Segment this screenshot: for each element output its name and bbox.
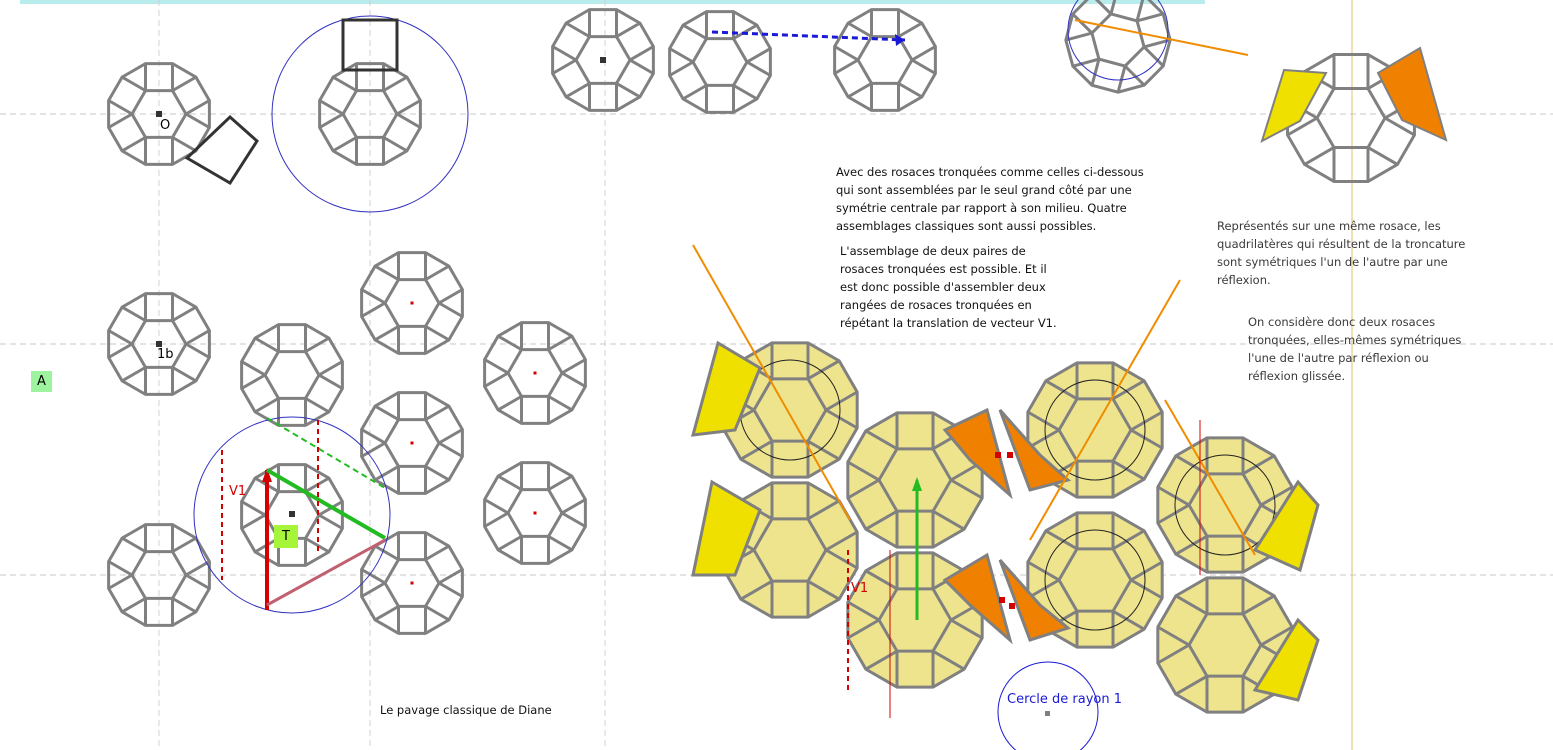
rosette-edge bbox=[498, 476, 521, 490]
rosette-edge bbox=[109, 562, 132, 576]
rosette-edge bbox=[242, 515, 265, 529]
rosette-edge bbox=[109, 344, 132, 358]
red-center-dot bbox=[534, 512, 537, 515]
rosette-edge bbox=[1137, 14, 1163, 21]
orange-quad bbox=[1378, 48, 1446, 140]
rosette-tile bbox=[835, 10, 936, 111]
rosette-edge bbox=[549, 536, 572, 550]
rosette-edge bbox=[553, 47, 576, 61]
rosette-edge bbox=[485, 513, 508, 527]
rosette-edge bbox=[375, 266, 398, 280]
red-center-dot bbox=[411, 442, 414, 445]
rosette-edge bbox=[549, 476, 572, 490]
rosette-layer bbox=[109, 0, 1415, 712]
rosette-center bbox=[600, 57, 606, 63]
rosette-edge bbox=[848, 23, 871, 37]
rosette-edge bbox=[122, 77, 145, 91]
rosette-edge bbox=[566, 83, 589, 97]
rosette-edge bbox=[255, 398, 278, 412]
red-marker bbox=[999, 597, 1005, 603]
rosette-edge bbox=[186, 575, 209, 589]
rosette-edge bbox=[426, 266, 449, 280]
rosette-edge bbox=[1092, 59, 1099, 85]
label-vector-v1-left: V1 bbox=[229, 484, 247, 499]
note-truncated-rosettes: Avec des rosaces tronquées comme celles ci-dessous qui sont assemblées par le seul grand côté par une symétrie centrale par rapport à son milieu. Quatre assemblages classiques sont aussi possibles. bbox=[836, 165, 1144, 233]
rosette-edge bbox=[242, 362, 265, 376]
rosette-edge bbox=[553, 60, 576, 74]
rosette-edge bbox=[617, 23, 640, 37]
rosette-edge bbox=[1066, 33, 1092, 40]
rosette-edge bbox=[320, 101, 343, 115]
rosette-edge bbox=[747, 62, 770, 76]
rosette-edge bbox=[562, 360, 585, 374]
rosette-edge bbox=[426, 406, 449, 420]
rosette-edge bbox=[562, 513, 585, 527]
rosette-edge bbox=[333, 77, 356, 91]
rosette-edge bbox=[173, 598, 196, 612]
rosette-edge bbox=[848, 83, 871, 97]
rosette-edge bbox=[384, 77, 407, 91]
rosette-edge bbox=[747, 49, 770, 63]
unit-circle-center bbox=[1045, 711, 1050, 716]
rosette-hexagon bbox=[858, 37, 912, 84]
rosette-edge bbox=[173, 77, 196, 91]
rosette-edge bbox=[670, 49, 693, 63]
rosette-hexagon bbox=[693, 39, 747, 86]
red-marker bbox=[1007, 452, 1013, 458]
rosette-edge bbox=[734, 85, 757, 99]
rosette-edge bbox=[306, 398, 329, 412]
rosette-edge bbox=[1118, 66, 1125, 92]
rosette-edge bbox=[319, 515, 342, 529]
rosette-edge bbox=[670, 62, 693, 76]
rosette-edge bbox=[630, 47, 653, 61]
rosette-edge bbox=[498, 336, 521, 350]
rosette-edge bbox=[683, 85, 706, 99]
rosette-edge bbox=[1368, 147, 1397, 164]
rosette-edge bbox=[362, 430, 385, 444]
rosette-edge bbox=[333, 137, 356, 151]
rosette-edge bbox=[439, 290, 462, 304]
rosette-edge bbox=[109, 331, 132, 345]
rosette-edge bbox=[173, 367, 196, 381]
rosette-edge bbox=[122, 307, 145, 321]
label-point-1b[interactable]: 1b bbox=[157, 347, 174, 362]
rosette-edge bbox=[498, 536, 521, 550]
rosette-edge bbox=[320, 114, 343, 128]
rosette-edge bbox=[426, 466, 449, 480]
rosette-edge bbox=[173, 137, 196, 151]
note-reflection: On considère donc deux rosaces tronquées, elles-mêmes symétriques l'une de l'autre par réflexion ou réflexion glissée. bbox=[1248, 315, 1462, 383]
rosette-edge bbox=[439, 583, 462, 597]
label-vector-v1-right: V1 bbox=[851, 581, 869, 596]
rosette-edge bbox=[899, 23, 922, 37]
rosette-tile bbox=[242, 325, 343, 426]
rosette-edge bbox=[242, 502, 265, 516]
rosette-edge bbox=[439, 443, 462, 457]
rosette-edge bbox=[439, 303, 462, 317]
rosette-edge bbox=[397, 114, 420, 128]
rosette-edge bbox=[566, 23, 589, 37]
rosette-edge bbox=[630, 60, 653, 74]
rosette-edge bbox=[375, 606, 398, 620]
rosette-edge bbox=[899, 83, 922, 97]
caption-diane-tiling: Le pavage classique de Diane bbox=[380, 703, 552, 717]
note-assembly: L'assemblage de deux paires de rosaces tronquées est possible. Et il est donc possible d'assembler deux rangées de rosaces tronquées en répétant la translation de vecteur V1. bbox=[840, 244, 1057, 330]
rosette-edge bbox=[683, 25, 706, 39]
rosette-edge bbox=[255, 338, 278, 352]
rosette-edge bbox=[122, 137, 145, 151]
rosette-edge bbox=[362, 583, 385, 597]
note-quadrilaterals: Représentés sur une même rosace, les quadrilatères qui résultent de la troncature sont symétriques l'un de l'autre par une réflexion. bbox=[1217, 219, 1466, 287]
rosette-edge bbox=[397, 101, 420, 115]
red-center-dot bbox=[534, 372, 537, 375]
rosette-edge bbox=[186, 562, 209, 576]
rosette-tile bbox=[1066, 0, 1170, 92]
rosette-edge bbox=[426, 606, 449, 620]
rosette-edge bbox=[617, 83, 640, 97]
rosette-edge bbox=[426, 546, 449, 560]
caption-unit-circle: Cercle de rayon 1 bbox=[1007, 692, 1123, 707]
rosette-edge bbox=[384, 137, 407, 151]
rosette-edge bbox=[122, 367, 145, 381]
rosette-edge bbox=[562, 500, 585, 514]
circle-top bbox=[1068, 0, 1168, 80]
rosette-edge bbox=[835, 47, 858, 61]
rosette-edge bbox=[912, 47, 935, 61]
rosette-edge bbox=[549, 396, 572, 410]
rosette-edge bbox=[439, 430, 462, 444]
rosette-edge bbox=[498, 396, 521, 410]
rosette-edge bbox=[1111, 0, 1118, 14]
orange-line bbox=[1075, 20, 1248, 55]
label-point-o[interactable]: O bbox=[160, 118, 171, 133]
rosette-edge bbox=[362, 303, 385, 317]
rosette-edge bbox=[186, 344, 209, 358]
rosette-edge bbox=[319, 362, 342, 376]
rosette-tile bbox=[553, 10, 654, 111]
rosette-edge bbox=[362, 290, 385, 304]
rosette-edge bbox=[485, 500, 508, 514]
rosette-hexagon bbox=[1317, 89, 1385, 148]
rosette-edge bbox=[375, 406, 398, 420]
rosette-edge bbox=[562, 373, 585, 387]
rosette-edge bbox=[549, 336, 572, 350]
rosette-edge bbox=[122, 538, 145, 552]
label-a-badge[interactable]: A bbox=[31, 371, 52, 392]
red-marker bbox=[1009, 603, 1015, 609]
rosette-edge bbox=[426, 326, 449, 340]
red-marker bbox=[995, 452, 1001, 458]
rosette-edge bbox=[306, 338, 329, 352]
rosette-edge bbox=[1305, 147, 1334, 164]
rosette-edge bbox=[485, 373, 508, 387]
rosette-edge bbox=[242, 375, 265, 389]
rosette-edge bbox=[109, 114, 132, 128]
rosette-edge bbox=[1092, 0, 1111, 14]
rosette-hexagon bbox=[265, 352, 319, 399]
red-center-dot bbox=[411, 582, 414, 585]
rosette-edge bbox=[186, 114, 209, 128]
rosette-edge bbox=[173, 538, 196, 552]
rosette-edge bbox=[375, 326, 398, 340]
highlight-square bbox=[187, 117, 257, 183]
rosette-hexagon bbox=[1092, 14, 1144, 66]
rosette-edge bbox=[439, 570, 462, 584]
rosette-center bbox=[156, 111, 162, 117]
rosette-edge bbox=[122, 598, 145, 612]
rosette-edge bbox=[1073, 59, 1099, 66]
rosette-edge bbox=[186, 331, 209, 345]
rosette-edge bbox=[485, 360, 508, 374]
red-center-dot bbox=[411, 302, 414, 305]
point-t-center bbox=[289, 511, 295, 517]
rosette-edge bbox=[835, 60, 858, 74]
rosette-edge bbox=[375, 546, 398, 560]
rosette-edge bbox=[109, 101, 132, 115]
rosette-edge bbox=[1125, 66, 1144, 85]
rosette-edge bbox=[173, 307, 196, 321]
rosette-tile bbox=[670, 12, 771, 113]
rosette-outline bbox=[1066, 0, 1170, 92]
rosette-edge bbox=[319, 375, 342, 389]
rosette-edge bbox=[186, 101, 209, 115]
rosette-edge bbox=[109, 575, 132, 589]
label-t-badge[interactable]: T bbox=[274, 525, 298, 548]
rosette-edge bbox=[912, 60, 935, 74]
